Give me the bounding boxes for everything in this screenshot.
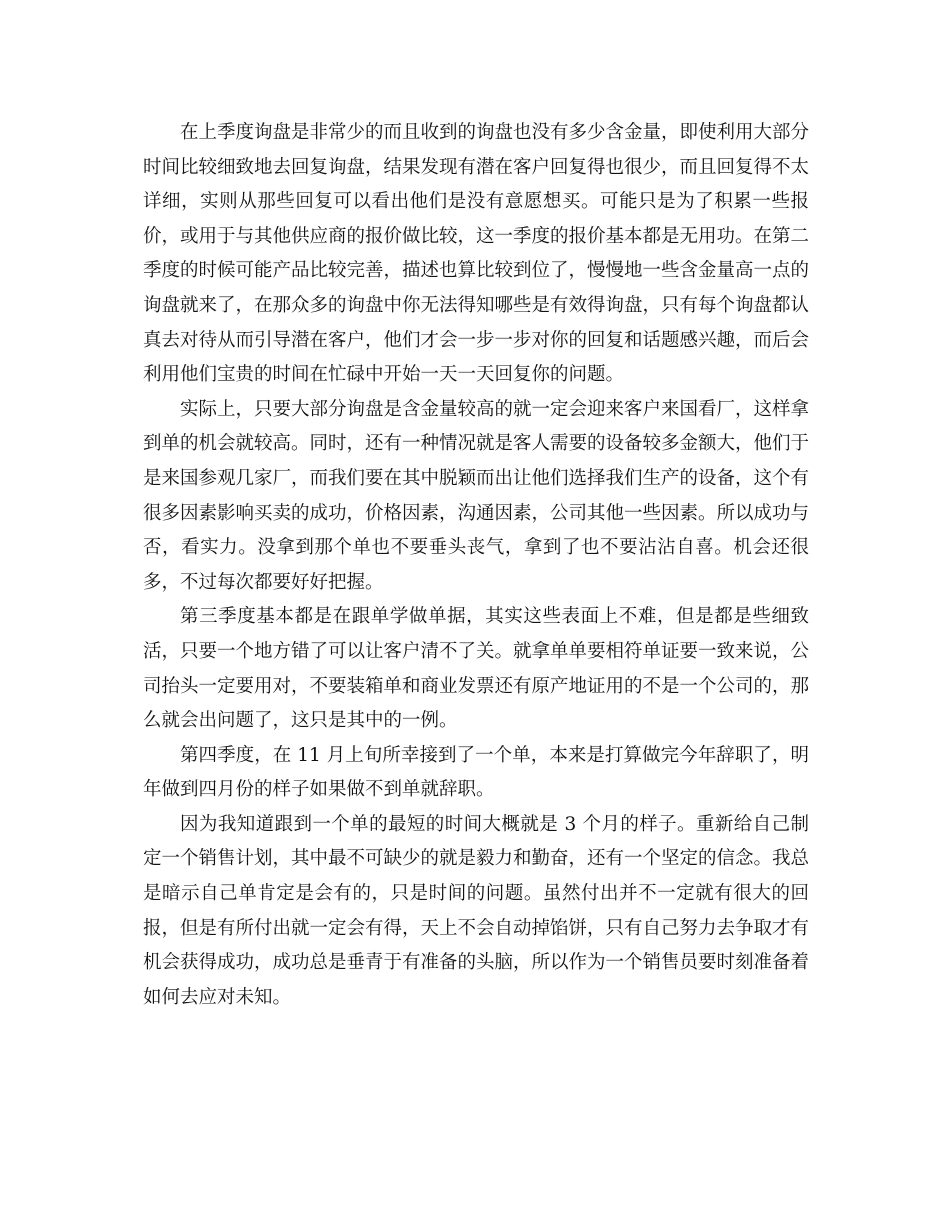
paragraph-2: 实际上，只要大部分询盘是含金量较高的就一定会迎来客户来国看厂，这样拿到单的机会就较高。同时，还有一种情况就是客人需要的设备较多金额大，他们于是来国参观几家厂，而我们要在其中脱颖而出让他们选择我们生产的设备，这个有很多因素影响买卖的成功，价格因素，沟通因素，公司其他一些因素。所以成功与否，看实力。没拿到那个单也不要垂头丧气，拿到了也不要沾沾自喜。机会还很多，不过每次都要好好把握。	[143, 398, 810, 593]
paragraph-1: 在上季度询盘是非常少的而且收到的询盘也没有多少含金量，即使利用大部分时间比较细致地去回复询盘，结果发现有潜在客户回复得也很少，而且回复得不太详细，实则从那些回复可以看出他们是没有意愿想买。可能只是为了积累一些报价，或用于与其他供应商的报价做比较，这一季度的报价基本都是无用功。在第二季度的时候可能产品比较完善，描述也算比较到位了，慢慢地一些含金量高一点的询盘就来了，在那众多的询盘中你无法得知哪些是有效得询盘，只有每个询盘都认真去对待从而引导潜在客户，他们才会一步一步对你的回复和话题感兴趣，而后会利用他们宝贵的时间在忙碌中开始一天一天回复你的问题。	[143, 122, 810, 386]
paragraph-5: 因为我知道跟到一个单的最短的时间大概就是 3 个月的样子。重新给自己制定一个销售计划，其中最不可缺少的就是毅力和勤奋，还有一个坚定的信念。我总是暗示自己单肯定是会有的，只是时间的问题。虽然付出并不一定就有很大的回报，但是有所付出就一定会有得，天上不会自动掉馅饼，只有自己努力去争取才有机会获得成功，成功总是垂青于有准备的头脑，所以作为一个销售员要时刻准备着如何去应对未知。	[143, 813, 810, 1008]
paragraph-3: 第三季度基本都是在跟单学做单据，其实这些表面上不难，但是都是些细致活，只要一个地方错了可以让客户清不了关。就拿单单要相符单证要一致来说，公司抬头一定要用对，不要装箱单和商业发票还有原产地证用的不是一个公司的，那么就会出问题了，这只是其中的一例。	[143, 606, 810, 732]
document-body	[143, 116, 809, 1015]
paragraph-4: 第四季度，在 11 月上旬所幸接到了一个单，本来是打算做完今年辞职了，明年做到四月份的样子如果做不到单就辞职。	[143, 744, 809, 801]
